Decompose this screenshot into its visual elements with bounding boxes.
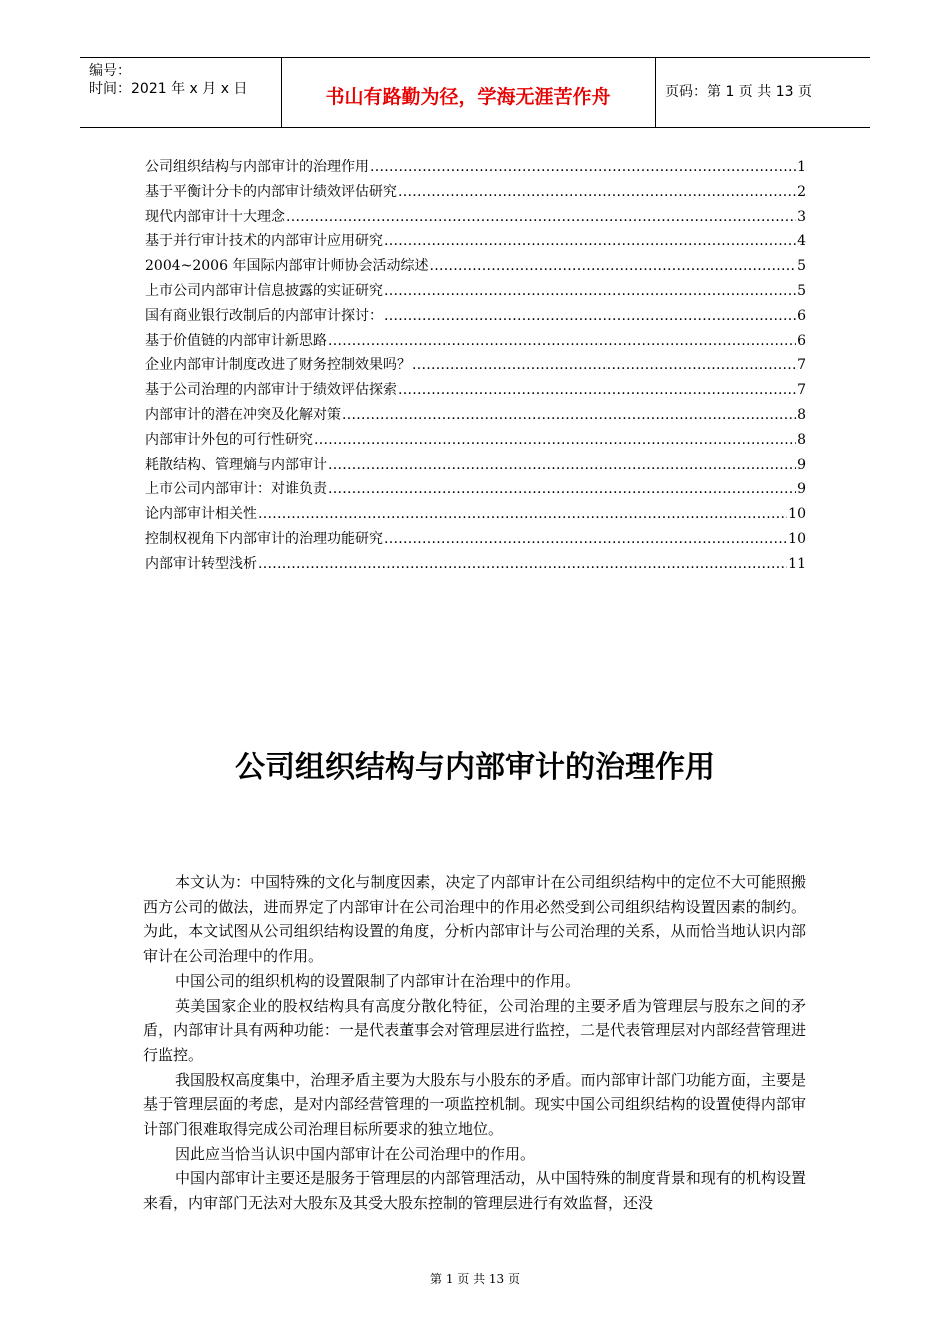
toc-entry[interactable] [145, 404, 806, 429]
toc-entry[interactable] [145, 230, 806, 255]
toc-entry-page: 7 [797, 357, 806, 374]
toc-entry-page: 8 [797, 406, 806, 423]
body-paragraph: 中国内部审计主要还是服务于管理层的内部管理活动，从中国特殊的制度背景和现有的机构设置来看，内审部门无法对大股东及其受大股东控制的管理层进行有效监督，还没 [143, 1169, 806, 1213]
toc-entry-title: 论内部审计相关性 [145, 506, 257, 523]
toc-entry[interactable] [145, 429, 806, 454]
toc-leader-dots [412, 357, 796, 373]
toc-leader-dots [314, 432, 796, 448]
toc-leader-dots [384, 283, 796, 299]
toc-entry[interactable] [145, 454, 806, 479]
toc-entry-title: 控制权视角下内部审计的治理功能研究 [145, 530, 383, 547]
toc-entry-page: 11 [788, 555, 806, 572]
toc-leader-dots [286, 209, 796, 225]
toc-entry-title: 企业内部审计制度改进了财务控制效果吗？ [145, 357, 411, 374]
body-paragraph: 英美国家企业的股权结构具有高度分散化特征，公司治理的主要矛盾为管理层与股东之间的矛盾，内部审计具有两种功能：一是代表董事会对管理层进行监控，二是代表管理层对内部经营管理进行监控。 [143, 996, 806, 1064]
toc-entry-page: 8 [797, 431, 806, 448]
toc-entry-page: 5 [797, 258, 806, 275]
toc-leader-dots [384, 531, 787, 547]
table-of-contents [145, 156, 806, 578]
article-body [143, 870, 806, 1216]
toc-leader-dots [398, 184, 796, 200]
toc-entry-page: 4 [797, 233, 806, 250]
toc-entry-title: 内部审计外包的可行性研究 [145, 431, 313, 448]
toc-entry-page: 3 [797, 208, 806, 225]
toc-entry[interactable] [145, 553, 806, 578]
toc-entry-title: 基于公司治理的内部审计于绩效评估探索 [145, 382, 397, 399]
toc-entry-title: 现代内部审计十大理念 [145, 208, 285, 225]
toc-entry-page: 2 [797, 183, 806, 200]
toc-entry-title: 上市公司内部审计：对谁负责 [145, 481, 327, 498]
body-paragraph: 本文认为：中国特殊的文化与制度因素，决定了内部审计在公司组织结构中的定位不大可能照搬西方公司的做法，进而界定了内部审计在公司治理中的作用必然受到公司组织结构设置因素的制约。为此，本文试图从公司组织结构设置的角度，分析内部审计与公司治理的关系，从而恰当地认识内部审计在公司治理中的作用。 [143, 873, 806, 966]
toc-entry-title: 基于并行审计技术的内部审计应用研究 [145, 233, 383, 250]
page-footer: 第 1 页 共 13 页 [430, 1272, 520, 1286]
toc-leader-dots [384, 233, 796, 249]
toc-leader-dots [398, 382, 796, 398]
body-paragraph: 我国股权高度集中，治理矛盾主要为大股东与小股东的矛盾。而内部审计部门功能方面，主要是基于管理层面的考虑，是对内部经营管理的一项监控机制。现实中国公司组织结构的设置使得内部审计部门很难取得完成公司治理目标所要求的独立地位。 [143, 1070, 806, 1139]
article-title: 公司组织结构与内部审计的治理作用 [235, 750, 715, 785]
toc-leader-dots [328, 481, 796, 497]
toc-entry-title: 国有商业银行改制后的内部审计探讨： [145, 307, 383, 324]
toc-entry-title: 内部审计转型浅析 [145, 555, 257, 572]
body-paragraph: 因此应当恰当认识中国内部审计在公司治理中的作用。 [175, 1144, 536, 1163]
document-time-label: 时间：2021 年 x 月 x 日 [89, 81, 248, 97]
toc-entry-title: 2004~2006 年国际内部审计师协会活动综述 [145, 258, 429, 275]
page-header [80, 57, 870, 128]
toc-leader-dots [328, 333, 796, 349]
toc-leader-dots [370, 159, 796, 175]
toc-entry[interactable] [145, 255, 806, 280]
toc-entry-title: 上市公司内部审计信息披露的实证研究 [145, 282, 383, 299]
toc-entry-title: 基于平衡计分卡的内部审计绩效评估研究 [145, 183, 397, 200]
body-paragraph: 中国公司的组织机构的设置限制了内部审计在治理中的作用。 [175, 971, 581, 990]
toc-entry[interactable] [145, 379, 806, 404]
toc-leader-dots [328, 457, 796, 473]
toc-entry[interactable] [145, 528, 806, 553]
toc-entry-title: 内部审计的潜在冲突及化解对策 [145, 406, 341, 423]
toc-leader-dots [429, 258, 796, 274]
toc-leader-dots [258, 506, 787, 522]
toc-entry-title: 耗散结构、管理熵与内部审计 [145, 456, 327, 473]
toc-entry-page: 6 [797, 307, 806, 324]
toc-entry[interactable] [145, 206, 806, 231]
header-meta-cell [80, 58, 282, 127]
toc-entry[interactable] [145, 280, 806, 305]
toc-entry[interactable] [145, 503, 806, 528]
toc-entry[interactable] [145, 156, 806, 181]
header-motto: 书山有路勤为径，学海无涯苦作舟 [325, 86, 611, 108]
toc-entry-page: 9 [797, 481, 806, 498]
toc-entry[interactable] [145, 330, 806, 355]
toc-entry-title: 基于价值链的内部审计新思路 [145, 332, 327, 349]
header-motto-cell [281, 58, 656, 127]
toc-entry-title: 公司组织结构与内部审计的治理作用 [145, 159, 369, 175]
toc-entry[interactable] [145, 354, 806, 379]
toc-entry-page: 9 [797, 456, 806, 473]
toc-entry-page: 7 [797, 382, 806, 399]
toc-entry[interactable] [145, 305, 806, 330]
header-page-cell [655, 58, 870, 127]
header-page-info: 页码：第 1 页 共 13 页 [665, 84, 812, 100]
toc-entry[interactable] [145, 478, 806, 503]
toc-leader-dots [258, 556, 787, 572]
toc-entry-page: 6 [797, 332, 806, 349]
toc-entry[interactable] [145, 181, 806, 206]
toc-entry-page: 5 [797, 282, 806, 299]
document-number-label: 编号： [89, 63, 131, 79]
toc-leader-dots [384, 308, 796, 324]
toc-leader-dots [342, 407, 796, 423]
toc-entry-page: 10 [788, 530, 806, 547]
toc-entry-page: 1 [797, 159, 806, 175]
toc-entry-page: 10 [788, 506, 806, 523]
